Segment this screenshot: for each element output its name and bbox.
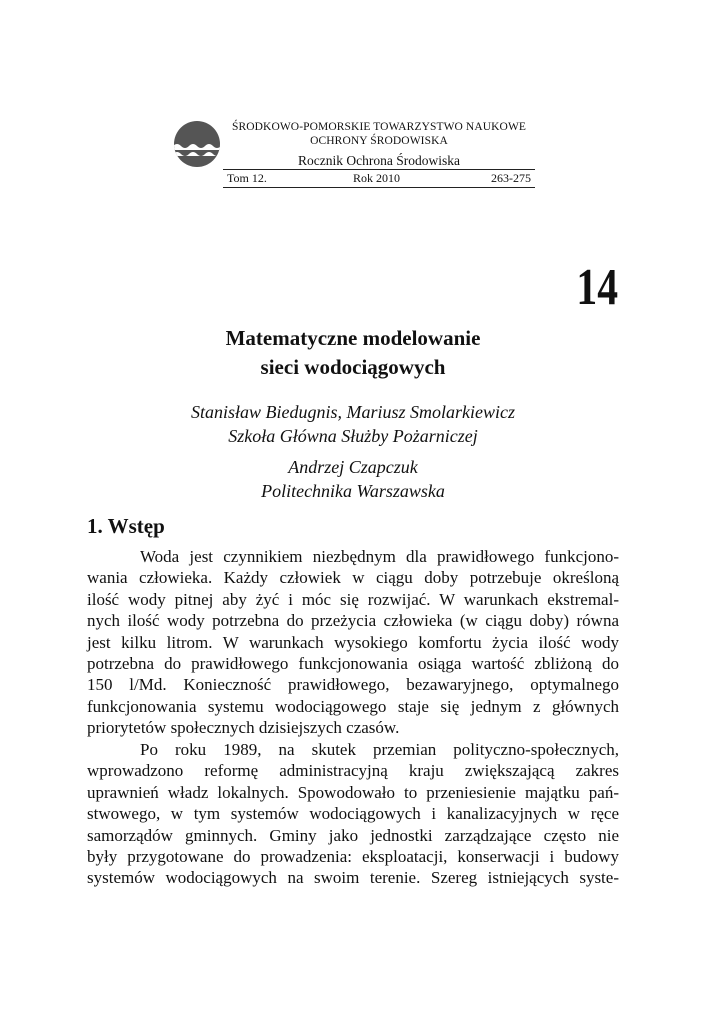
text-line: samorządów gminnych. Gminy jako jednostki zarządzające często nie bbox=[87, 825, 619, 845]
waves-icon bbox=[173, 120, 221, 168]
year-label: Rok 2010 bbox=[353, 171, 401, 185]
text-line: wania człowieka. Każdy człowiek w ciągu doby potrzebuje określoną bbox=[87, 568, 619, 588]
text-line: potrzebna do prawidłowego funkcjonowania osiąga wartość zbliżoną do bbox=[87, 653, 619, 673]
journal-title: Rocznik Ochrona Środowiska bbox=[298, 153, 460, 168]
text-line: funkcjonowania systemu wodociągowego staje się jednym z głównych bbox=[87, 696, 619, 716]
text-line: nych ilość wody potrzebna do przeżycia człowieka (w ciągu doby) równa bbox=[87, 611, 619, 631]
text-line: były przygotowane do prowadzenia: eksploatacji, konserwacji i budowy bbox=[87, 846, 619, 866]
page-range: 263-275 bbox=[491, 171, 531, 185]
text-line: uprawnień władz lokalnych. Spowodowało to przeniesienie majątku pań- bbox=[87, 782, 619, 802]
journal-header bbox=[223, 120, 535, 170]
text-line: priorytetów społecznych dzisiejszych czasów. bbox=[87, 718, 400, 738]
section-number: 1. bbox=[87, 514, 103, 538]
text-line: ilość wody pitnej aby żyć i móc się rozwijać. W warunkach ekstremal- bbox=[87, 589, 619, 609]
text-line: 150 l/Md. Konieczność prawidłowego, bezawaryjnego, optymalnego bbox=[87, 675, 619, 695]
paragraph bbox=[87, 739, 619, 889]
text-line: Po roku 1989, na skutek przemian polityczno-społecznych, bbox=[140, 740, 619, 759]
section-title: Wstęp bbox=[107, 514, 165, 538]
chapter-number: 14 bbox=[576, 259, 618, 316]
volume-label: Tom 12. bbox=[227, 171, 267, 185]
text-line: systemów wodociągowych na swoim terenie. Szereg istniejących syste- bbox=[87, 868, 619, 888]
paper-title-line2: sieci wodociągowych bbox=[260, 355, 446, 379]
journal-logo bbox=[173, 120, 221, 168]
text-line: jest kilku litrom. W warunkach wysokiego komfortu życia ilość wody bbox=[87, 632, 619, 652]
section-heading bbox=[87, 512, 165, 540]
author-names: Stanisław Biedugnis, Mariusz Smolarkiewicz bbox=[191, 402, 515, 422]
paragraph bbox=[87, 546, 619, 739]
paper-title-line1: Matematyczne modelowanie bbox=[225, 326, 481, 350]
author-affiliation: Politechnika Warszawska bbox=[261, 481, 445, 501]
issue-meta bbox=[223, 170, 535, 187]
author-affiliation: Szkoła Główna Służby Pożarniczej bbox=[228, 426, 478, 446]
header-rule-bottom bbox=[223, 187, 535, 188]
text-line: stwowego, w tym systemów wodociągowych i kanalizacyjnych w ręce bbox=[87, 804, 619, 824]
organization-name-line1: ŚRODKOWO-POMORSKIE TOWARZYSTWO NAUKOWE bbox=[231, 121, 527, 133]
author-names: Andrzej Czapczuk bbox=[288, 457, 418, 477]
organization-name-line2: OCHRONY ŚRODOWISKA bbox=[310, 135, 448, 147]
text-line: Woda jest czynnikiem niezbędnym dla prawidłowego funkcjono- bbox=[140, 547, 619, 566]
text-line: wprowadzono reformę administracyjną kraju zwiększającą zakres bbox=[87, 761, 619, 781]
